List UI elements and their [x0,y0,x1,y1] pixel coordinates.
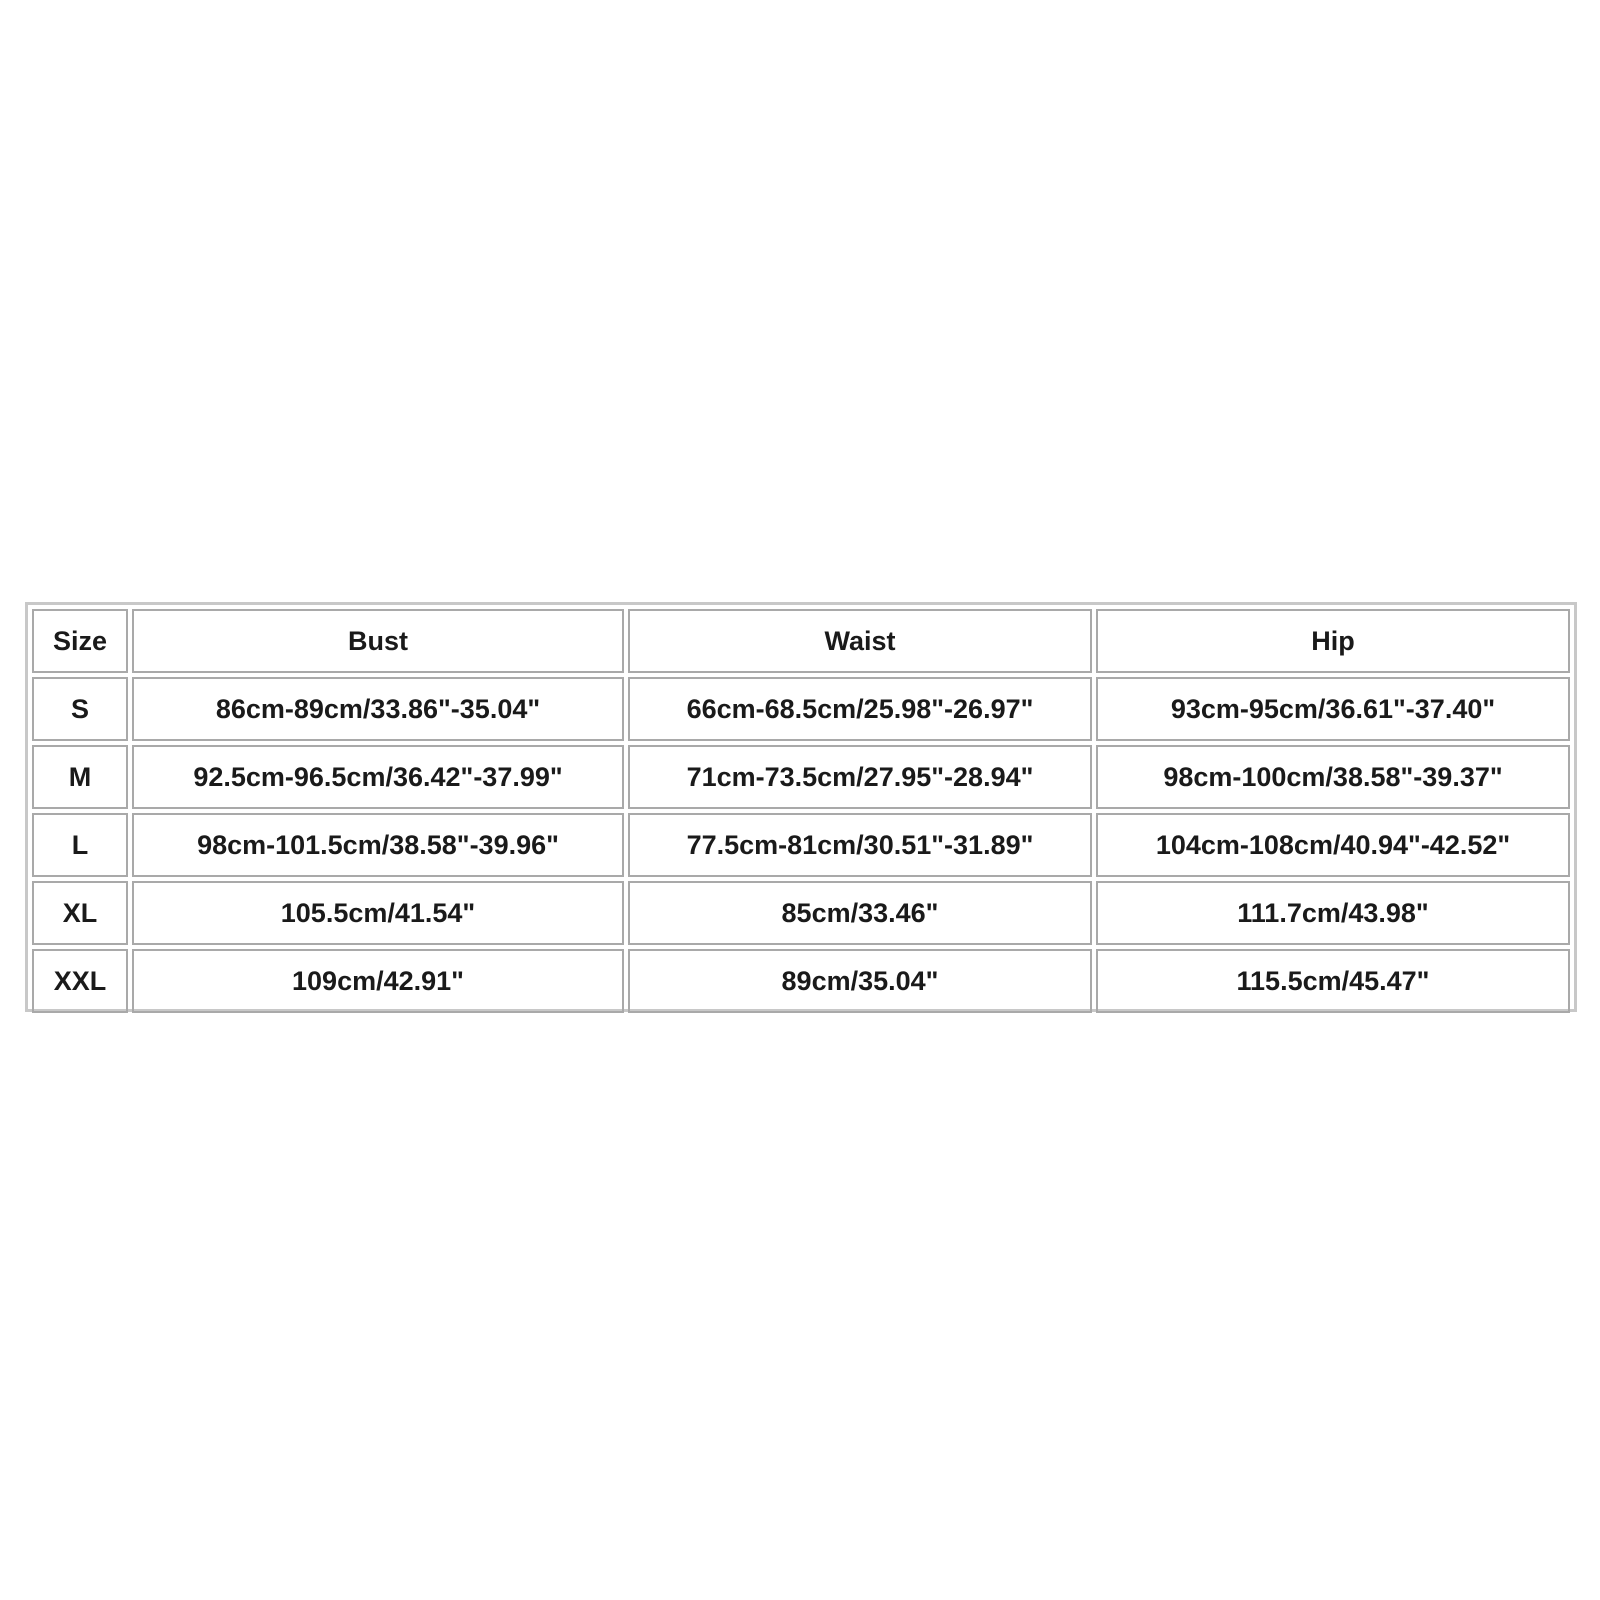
size-cell: S [32,677,128,741]
bust-cell: 92.5cm-96.5cm/36.42"-37.99" [132,745,624,809]
size-cell: XXL [32,949,128,1013]
waist-cell: 71cm-73.5cm/27.95"-28.94" [628,745,1092,809]
header-bust: Bust [132,609,624,673]
table-row [32,881,1570,945]
hip-cell: 115.5cm/45.47" [1096,949,1570,1013]
size-cell: XL [32,881,128,945]
header-size: Size [32,609,128,673]
waist-cell: 77.5cm-81cm/30.51"-31.89" [628,813,1092,877]
table-row [32,949,1570,1013]
waist-cell: 66cm-68.5cm/25.98"-26.97" [628,677,1092,741]
header-waist: Waist [628,609,1092,673]
size-chart-table [28,605,1574,1017]
hip-cell: 98cm-100cm/38.58"-39.37" [1096,745,1570,809]
table-row [32,813,1570,877]
header-hip: Hip [1096,609,1570,673]
size-cell: L [32,813,128,877]
waist-cell: 89cm/35.04" [628,949,1092,1013]
bust-cell: 109cm/42.91" [132,949,624,1013]
bust-cell: 98cm-101.5cm/38.58"-39.96" [132,813,624,877]
table-header-row [32,609,1570,673]
table-row [32,745,1570,809]
bust-cell: 86cm-89cm/33.86"-35.04" [132,677,624,741]
hip-cell: 104cm-108cm/40.94"-42.52" [1096,813,1570,877]
size-chart-table-frame [25,602,1577,1012]
waist-cell: 85cm/33.46" [628,881,1092,945]
hip-cell: 111.7cm/43.98" [1096,881,1570,945]
hip-cell: 93cm-95cm/36.61"-37.40" [1096,677,1570,741]
table-row [32,677,1570,741]
bust-cell: 105.5cm/41.54" [132,881,624,945]
size-cell: M [32,745,128,809]
